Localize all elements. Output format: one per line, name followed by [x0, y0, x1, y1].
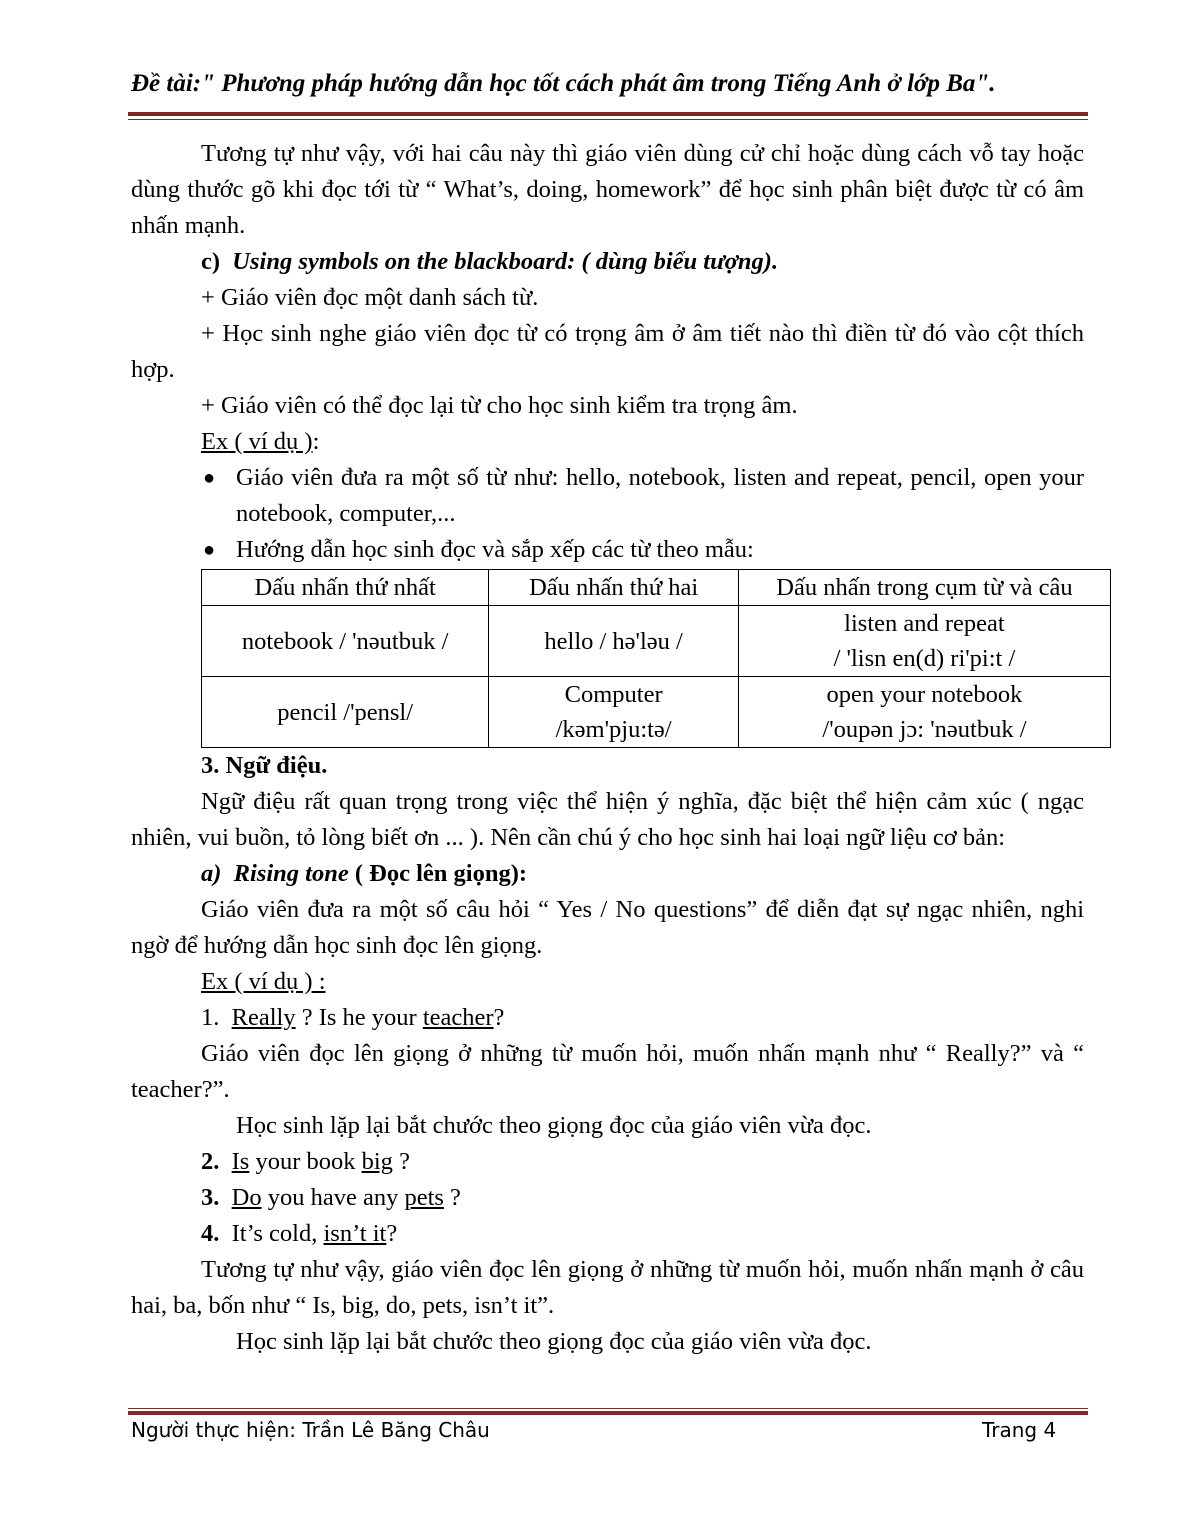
sentence-text: your book [255, 1148, 356, 1175]
cell-line: /'oupən jɔ: 'nəutbuk / [822, 716, 1027, 743]
section-title-italic: Rising tone [233, 860, 349, 887]
bullet-icon: ● [203, 539, 216, 561]
sentence-number: 1. [201, 1004, 220, 1031]
header-rule [128, 112, 1088, 116]
section-title: Using symbols on the blackboard: ( dùng biểu tượng). [232, 248, 779, 275]
paragraph: Ngữ điệu rất quan trọng trong việc thể hiện ý nghĩa, đặc biệt thể hiện cảm xúc ( ngạc nhiên, vui buồn, tỏ lòng biết ơn ... ). Nên cần chú ý cho học sinh hai loại ngữ liệu cơ bản: [131, 788, 1084, 851]
paragraph: Tương tự như vậy, giáo viên đọc lên giọng ở những từ muốn hỏi, muốn nhấn mạnh ở câu hai, ba, bốn như “ Is, big, do, pets, isn’t it”. [131, 1256, 1084, 1319]
example-colon: : [312, 428, 320, 455]
list-item-text: Giáo viên đưa ra một số từ như: hello, notebook, listen and repeat, pencil, open your notebook, computer,... [236, 464, 1084, 527]
example-sentence-2 [131, 1144, 1084, 1180]
page-content [131, 136, 1084, 1360]
paragraph: Tương tự như vậy, với hai câu này thì giáo viên dùng cử chỉ hoặc dùng cách vỗ tay hoặc dùng thước gõ khi đọc tới từ “ What’s, doing, homework” để học sinh phân biệt được từ có âm nhấn mạnh. [131, 140, 1084, 239]
table-header-cell: Dấu nhấn thứ hai [489, 570, 739, 606]
table-row [202, 606, 1111, 677]
step-line: + Giáo viên có thể đọc lại từ cho học sinh kiểm tra trọng âm. [201, 392, 798, 419]
header-rule-thin [128, 119, 1088, 120]
table-cell: notebook / 'nəutbuk / [202, 606, 489, 677]
table-cell [738, 677, 1110, 748]
cell-line: listen and repeat [844, 610, 1005, 637]
table-header-cell: Dấu nhấn thứ nhất [202, 570, 489, 606]
section-title-rest: ( Đọc lên giọng): [354, 860, 528, 887]
sentence-number: 4. [201, 1220, 220, 1247]
example-label-text: Ex ( ví dụ ) [201, 428, 313, 455]
example-label [131, 964, 1084, 1000]
stressed-word: Do [231, 1184, 262, 1211]
table-cell [489, 677, 739, 748]
footer-page-number: Trang 4 [982, 1418, 1057, 1442]
list-item [131, 532, 1084, 568]
paragraph: Giáo viên đưa ra một số câu hỏi “ Yes / No questions” để diễn đạt sự ngạc nhiên, nghi ngờ để hướng dẫn học sinh đọc lên giọng. [131, 896, 1084, 959]
section-label: c) [201, 248, 221, 275]
table-cell: pencil /'pensl/ [202, 677, 489, 748]
section-a-heading [131, 856, 1084, 892]
stress-table [201, 569, 1111, 748]
stressed-word: isn’t it [323, 1220, 387, 1247]
step-line: + Giáo viên đọc một danh sách từ. [201, 284, 539, 311]
footer-author: Người thực hiện: Trần Lê Băng Châu [131, 1418, 490, 1442]
table-cell [738, 606, 1110, 677]
table-header-row [202, 570, 1111, 606]
table-cell: hello / hə'ləu / [489, 606, 739, 677]
section-c-heading [131, 244, 1084, 280]
example-label [131, 424, 1084, 460]
sentence-end: ? [399, 1148, 410, 1175]
bullet-icon: ● [203, 467, 216, 489]
cell-line: / 'lisn en(d) ri'pi:t / [833, 645, 1016, 672]
example-sentence-4 [131, 1216, 1084, 1252]
repeat-line: Học sinh lặp lại bắt chước theo giọng đọc của giáo viên vừa đọc. [236, 1112, 872, 1139]
sentence-number: 2. [201, 1148, 220, 1175]
stressed-word: big [361, 1148, 393, 1175]
cell-line: Computer [564, 681, 663, 708]
cell-line: /kəm'pju:tə/ [555, 716, 672, 743]
section-label: a) [201, 860, 222, 887]
stressed-word: teacher [422, 1004, 494, 1031]
footer-rule-thin [128, 1408, 1088, 1409]
example-sentence-3 [131, 1180, 1084, 1216]
sentence-number: 3. [201, 1184, 220, 1211]
example-sentence-1 [131, 1000, 1084, 1036]
sentence-end: ? [450, 1184, 461, 1211]
section-3-heading: 3. Ngữ điệu. [201, 752, 328, 779]
page-header-title: Đề tài:" Phương pháp hướng dẫn học tốt cách phát âm trong Tiếng Anh ở lớp Ba". [131, 70, 996, 97]
list-item [131, 460, 1084, 532]
bullet-list [131, 460, 1084, 568]
sentence-text: It’s cold, [231, 1220, 318, 1247]
footer-rule [128, 1411, 1088, 1415]
sentence-end: ? [386, 1220, 398, 1247]
list-item-text: Hướng dẫn học sinh đọc và sắp xếp các từ theo mẫu: [236, 536, 754, 563]
sentence-end: ? [493, 1004, 505, 1031]
stressed-word: pets [404, 1184, 444, 1211]
table-row [202, 677, 1111, 748]
stressed-word: Really [231, 1004, 296, 1031]
sentence-text: ? Is he your [301, 1004, 417, 1031]
stressed-word: Is [231, 1148, 250, 1175]
step-line: + Học sinh nghe giáo viên đọc từ có trọng âm ở âm tiết nào thì điền từ đó vào cột thích hợp. [131, 320, 1084, 383]
paragraph: Giáo viên đọc lên giọng ở những từ muốn hỏi, muốn nhấn mạnh như “ Really?” và “ teacher?”. [131, 1040, 1084, 1103]
example-label-text: Ex ( ví dụ ) : [201, 968, 326, 995]
sentence-text: you have any [267, 1184, 399, 1211]
cell-line: open your notebook [826, 681, 1023, 708]
table-header-cell: Dấu nhấn trong cụm từ và câu [738, 570, 1110, 606]
repeat-line: Học sinh lặp lại bắt chước theo giọng đọc của giáo viên vừa đọc. [236, 1328, 872, 1355]
